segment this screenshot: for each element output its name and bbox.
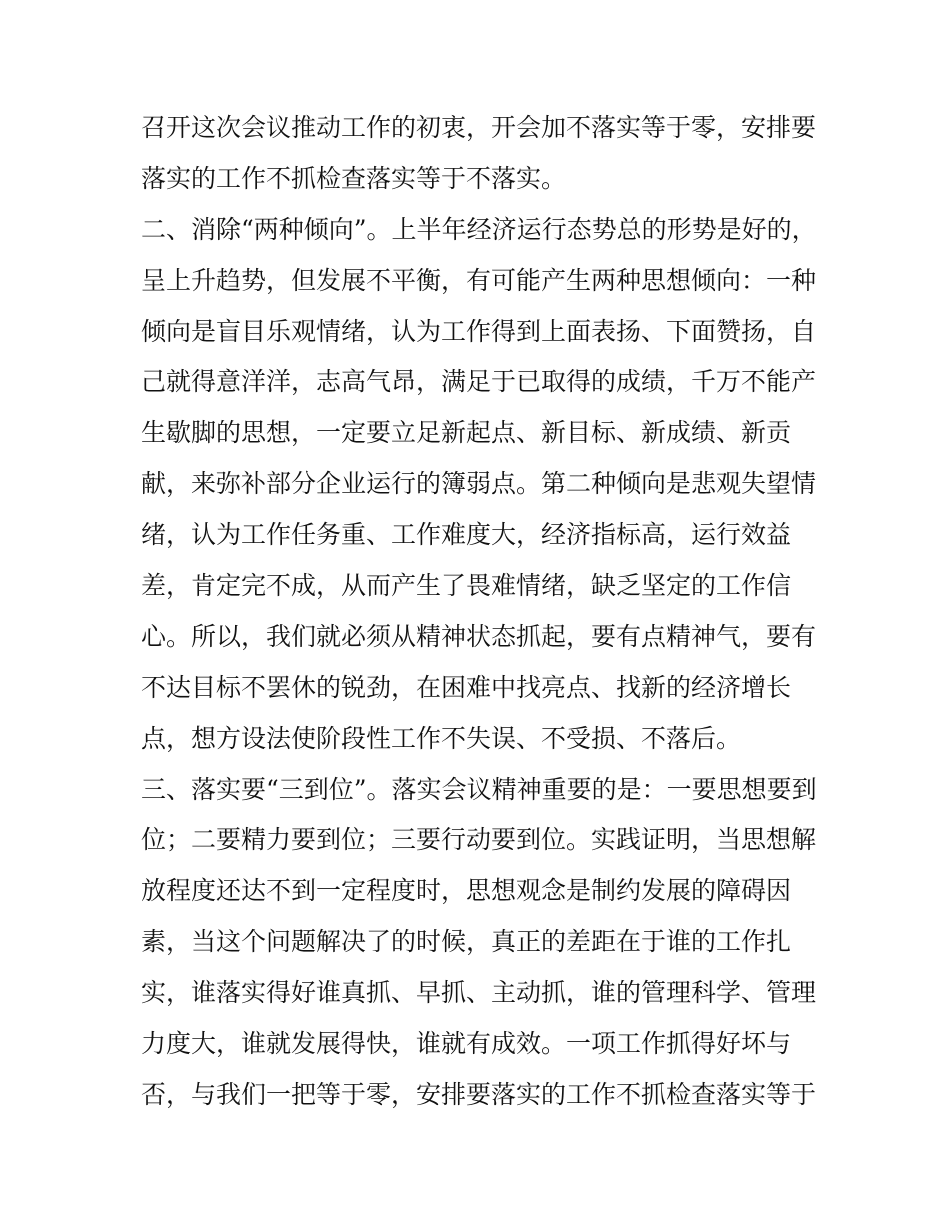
text-line: 生歇脚的思想，一定要立足新起点、新目标、新成绩、新贡 <box>141 418 792 448</box>
text-line: 力度大，谁就发展得快，谁就有成效。一项工作抓得好坏与 <box>141 1029 792 1059</box>
text-line: 落实的工作不抓检查落实等于不落实。 <box>141 163 567 193</box>
text-line: 素，当这个问题解决了的时候，真正的差距在于谁的工作扎 <box>141 927 792 957</box>
text-line: 心。所以，我们就必须从精神状态抓起，要有点精神气，要有 <box>141 621 817 651</box>
text-line: 三、落实要“三到位”。落实会议精神重要的是：一要思想要到 <box>141 774 817 804</box>
text-line: 绪，认为工作任务重、工作难度大，经济指标高，运行效益 <box>141 520 792 550</box>
text-line: 点，想方设法使阶段性工作不失误、不受损、不落后。 <box>141 723 742 753</box>
text-line: 倾向是盲目乐观情绪，认为工作得到上面表扬、下面赞扬，自 <box>141 316 817 346</box>
text-line: 差，肯定完不成，从而产生了畏难情绪，缺乏坚定的工作信 <box>141 571 792 601</box>
text-line: 位；二要精力要到位；三要行动要到位。实践证明，当思想解 <box>141 825 817 855</box>
text-line: 献，来弥补部分企业运行的簿弱点。第二种倾向是悲观失望情 <box>141 469 817 499</box>
body-text <box>141 103 821 1121</box>
text-line: 二、消除“两种倾向”。上半年经济运行态势总的形势是好的， <box>141 214 817 244</box>
text-line: 不达目标不罢休的锐劲，在困难中找亮点、找新的经济增长 <box>141 672 792 702</box>
text-line: 放程度还达不到一定程度时，思想观念是制约发展的障碍因 <box>141 876 792 906</box>
text-line: 召开这次会议推动工作的初衷，开会加不落实等于零，安排要 <box>141 113 817 142</box>
text-line: 己就得意洋洋，志高气昂，满足于已取得的成绩，千万不能产 <box>141 367 817 397</box>
text-line: 呈上升趋势，但发展不平衡，有可能产生两种思想倾向：一种 <box>141 265 817 295</box>
text-line: 否，与我们一把等于零，安排要落实的工作不抓检查落实等于 <box>141 1079 817 1109</box>
text-line: 实，谁落实得好谁真抓、早抓、主动抓，谁的管理科学、管理 <box>141 978 817 1008</box>
